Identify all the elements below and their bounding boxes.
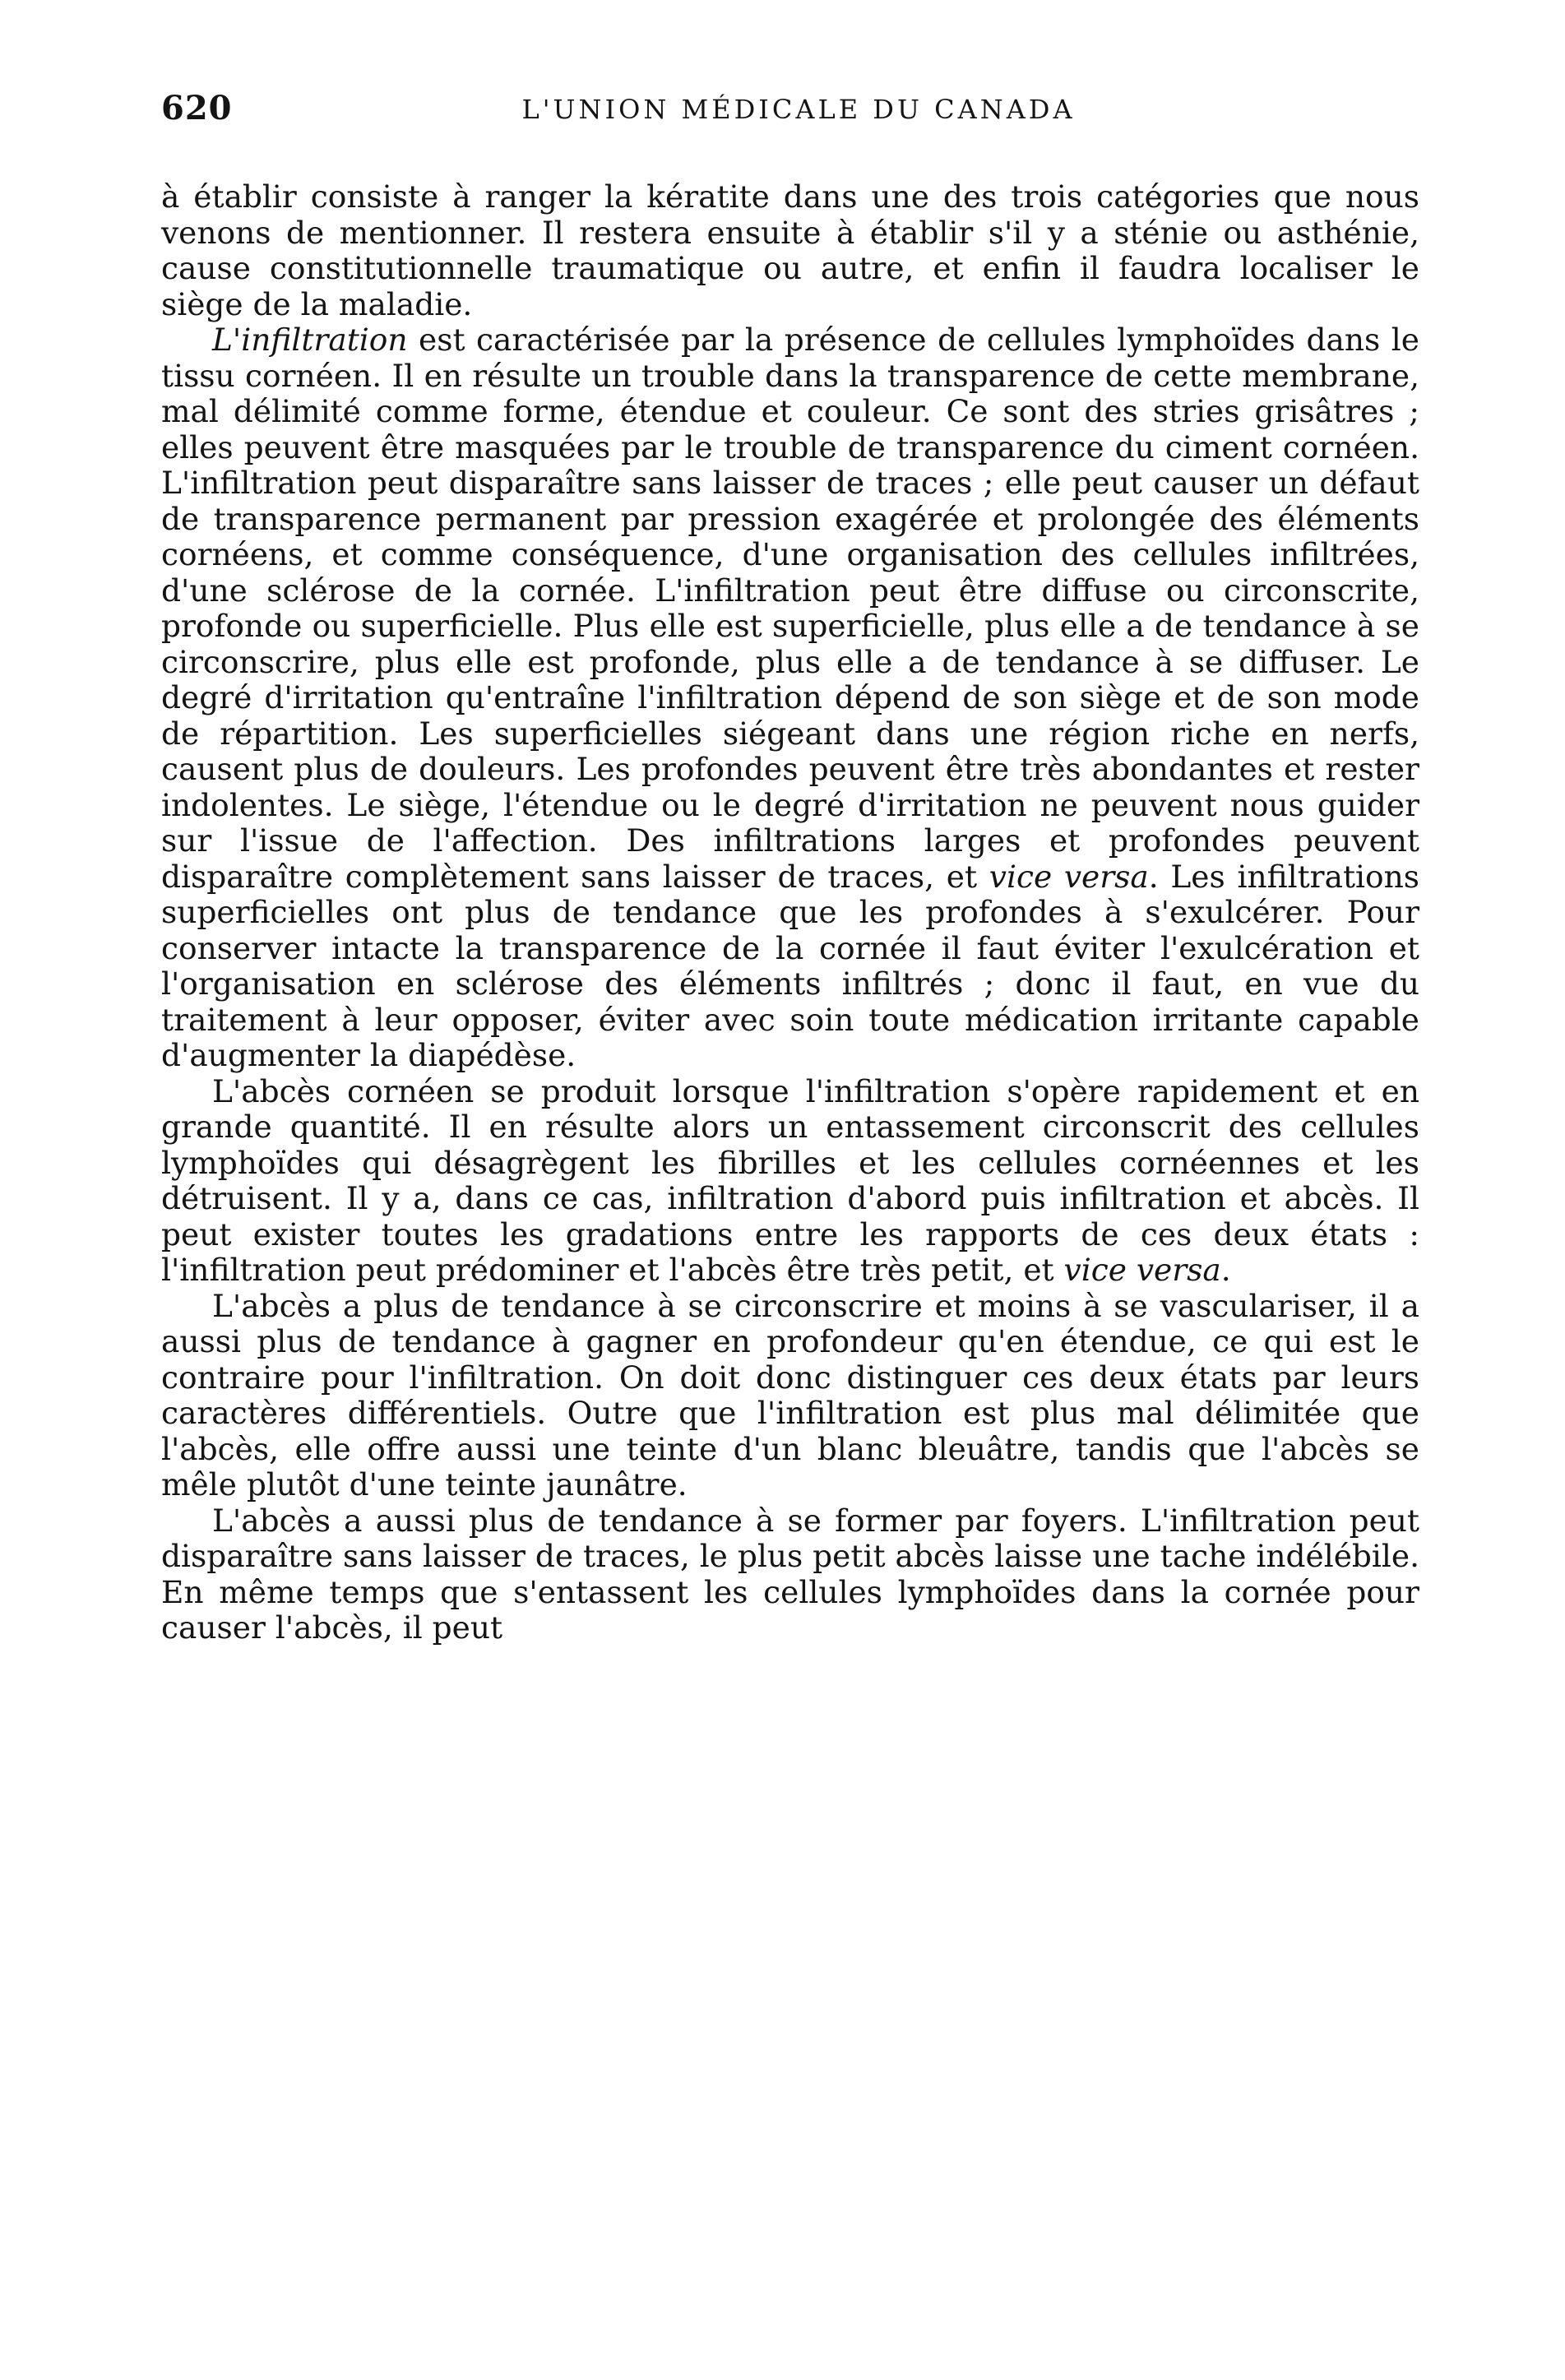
paragraph-p1 bbox=[161, 179, 1419, 322]
paragraph-text: L'abcès cornéen se produit lorsque l'infiltration s'opère rapidement et en grande quantité. Il en résulte alors un entassement circonscrit des cellules lymphoïdes qui désagrègent les fibrilles et les cellules cornéennes et les détruisent. Il y a, dans ce cas, infiltration d'abord puis infiltration et abcès. Il peut exister toutes les gradations entre les rapports de ces deux états : l'infiltration peut prédominer et l'abcès être très petit, et bbox=[161, 1072, 1419, 1288]
running-title: L'UNION MÉDICALE DU CANADA bbox=[521, 94, 1076, 125]
body-text bbox=[161, 179, 1419, 1646]
paragraph-p4 bbox=[161, 1289, 1419, 1503]
italic-text: L'infiltration bbox=[212, 322, 408, 358]
paragraph-p2 bbox=[161, 322, 1419, 1074]
paragraph-text: à établir consiste à ranger la kératite dans une des trois catégories que nous venons de mentionner. Il restera ensuite à établir s'il y a sténie ou asthénie, cause constitutionnelle traumatique ou autre, et enfin il faudra localiser le siège de la maladie. bbox=[161, 178, 1419, 322]
paragraph-text: . bbox=[1220, 1252, 1231, 1288]
paragraph-p5 bbox=[161, 1503, 1419, 1646]
paragraph-text: est caractérisée par la présence de cellules lymphoïdes dans le tissu cornéen. Il en résulte un trouble dans la transparence de cette membrane, mal délimité comme forme, étendue et couleur. Ce sont des stries grisâtres ; elles peuvent être masquées par le trouble de transparence du ciment cornéen. L'infiltration peut disparaître sans laisser de traces ; elle peut causer un défaut de transparence permanent par pression exagérée et prolongée des éléments cornéens, et comme conséquence, d'une organisation des cellules infiltrées, d'une sclérose de la cornée. L'infiltration peut être diffuse ou circonscrite, profonde ou superficielle. Plus elle est superficielle, plus elle a de tendance à se circonscrire, plus elle est profonde, plus elle a de tendance à se diffuser. Le degré d'irritation qu'entraîne l'infiltration dépend de son siège et de son mode de répartition. Les superficielles siégeant dans une région riche en nerfs, causent plus de douleurs. Les profondes peuvent être très abondantes et rester indolentes. Le siège, l'étendue ou le degré d'irritation ne peuvent nous guider sur l'issue de l'affection. Des infiltrations larges et profondes peuvent disparaître complètement sans laisser de traces, et bbox=[161, 322, 1419, 895]
italic-text: vice versa bbox=[989, 858, 1149, 895]
italic-text: vice versa bbox=[1063, 1252, 1221, 1288]
paragraph-text: . Les infiltrations superficielles ont plus de tendance que les profondes à s'exulcérer. Pour conserver intacte la transparence de la cornée il faut éviter l'exulcération et l'organisation en sclérose des éléments infiltrés ; donc il faut, en vue du traitement à leur opposer, éviter avec soin toute médication irritante capable d'augmenter la diapédèse. bbox=[161, 858, 1419, 1073]
paragraph-text: L'abcès a plus de tendance à se circonscrire et moins à se vasculariser, il a aussi plus de tendance à gagner en profondeur qu'en étendue, ce qui est le contraire pour l'infiltration. On doit donc distinguer ces deux états par leurs caractères différentiels. Outre que l'infiltration est plus mal délimitée que l'abcès, elle offre aussi une teinte d'un blanc bleuâtre, tandis que l'abcès se mêle plutôt d'une teinte jaunâtre. bbox=[161, 1287, 1419, 1503]
paragraph-text: L'abcès a aussi plus de tendance à se former par foyers. L'infiltration peut disparaître sans laisser de traces, le plus petit abcès laisse une tache indélébile. En même temps que s'entassent les cellules lymphoïdes dans la cornée pour causer l'abcès, il peut bbox=[161, 1502, 1419, 1646]
paragraph-p3 bbox=[161, 1074, 1419, 1289]
page-number: 620 bbox=[161, 89, 233, 127]
page-header bbox=[161, 89, 1436, 138]
